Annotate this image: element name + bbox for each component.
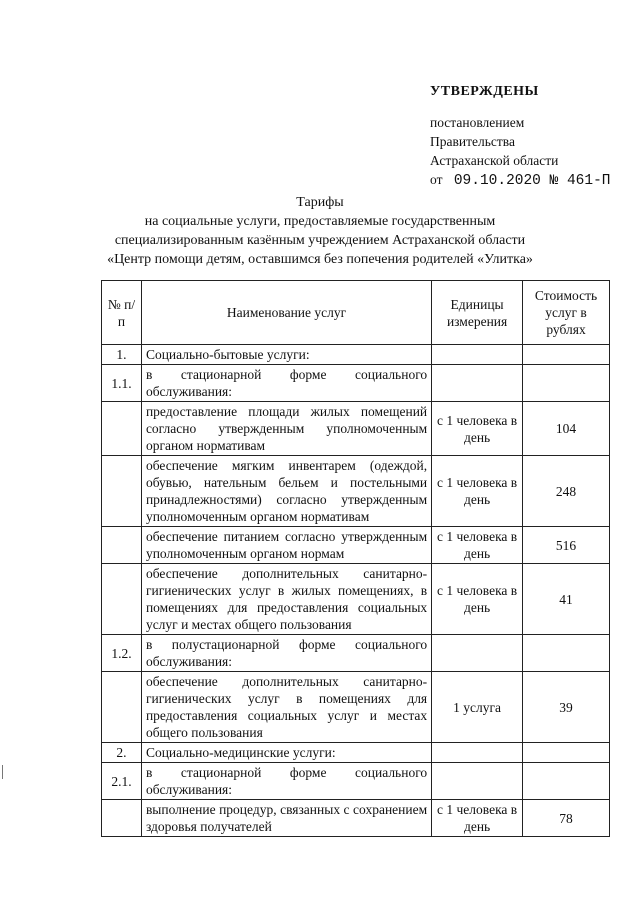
- row-unit: 1 услуга: [432, 672, 523, 743]
- row-num: 2.: [102, 743, 142, 763]
- approval-date-stamp: 09.10.2020 № 461-П: [453, 173, 611, 189]
- row-cost: [523, 345, 610, 365]
- row-name: предоставление площади жилых помещений согласно утвержденным уполномоченным органом нормативам: [141, 402, 431, 456]
- table-row: [102, 345, 610, 365]
- approval-header: УТВЕРЖДЕНЫ: [430, 84, 539, 99]
- header-name: Наименование услуг: [141, 281, 431, 345]
- table-row: [102, 527, 610, 564]
- row-name: обеспечение дополнительных санитарно-гигиенических услуг в жилых помещениях, в помещениях для предоставления социальных услуг и местах общего пользования: [141, 564, 431, 635]
- row-name: выполнение процедур, связанных с сохранением здоровья получателей: [141, 800, 431, 837]
- approval-line-2: Правительства: [430, 134, 515, 149]
- document-title: [0, 193, 640, 269]
- table-row: [102, 763, 610, 800]
- approval-date-prefix: от: [430, 172, 443, 187]
- row-unit: с 1 человека в день: [432, 800, 523, 837]
- row-num: 1.2.: [102, 635, 142, 672]
- row-unit: с 1 человека в день: [432, 456, 523, 527]
- row-num: 1.: [102, 345, 142, 365]
- scan-artifact: [2, 765, 3, 779]
- header-cost: Стоимость услуг в рублях: [523, 281, 610, 345]
- tariffs-table: [101, 280, 610, 837]
- title-line-4: «Центр помощи детям, оставшимся без попечения родителей «Улитка»: [107, 252, 533, 267]
- approval-block: [430, 82, 611, 191]
- row-num: [102, 402, 142, 456]
- row-cost: 516: [523, 527, 610, 564]
- row-name: в стационарной форме социального обслуживания:: [141, 365, 431, 402]
- approval-line-3: Астраханской области: [430, 153, 559, 168]
- row-num: [102, 800, 142, 837]
- row-unit: [432, 635, 523, 672]
- row-name: Социально-медицинские услуги:: [141, 743, 431, 763]
- row-cost: [523, 763, 610, 800]
- row-unit: с 1 человека в день: [432, 564, 523, 635]
- row-unit: [432, 365, 523, 402]
- row-unit: [432, 743, 523, 763]
- row-num: 2.1.: [102, 763, 142, 800]
- table-row: [102, 800, 610, 837]
- row-name: в стационарной форме социального обслуживания:: [141, 763, 431, 800]
- header-unit: Единицы измерения: [432, 281, 523, 345]
- table-header-row: [102, 281, 610, 345]
- row-cost: [523, 743, 610, 763]
- table-row: [102, 743, 610, 763]
- row-num: [102, 564, 142, 635]
- row-num: [102, 456, 142, 527]
- row-name: Социально-бытовые услуги:: [141, 345, 431, 365]
- row-cost: 248: [523, 456, 610, 527]
- row-unit: с 1 человека в день: [432, 527, 523, 564]
- row-name: обеспечение мягким инвентарем (одеждой, обувью, нательным бельем и постельными принадлежностями) согласно утвержденным уполномоченным органом нормативам: [141, 456, 431, 527]
- approval-date-row: [430, 170, 611, 191]
- title-line-2: на социальные услуги, предоставляемые государственным: [144, 214, 496, 229]
- row-cost: [523, 365, 610, 402]
- row-name: обеспечение дополнительных санитарно-гигиенических услуг в помещениях для предоставления социальных услуг и местах общего пользования: [141, 672, 431, 743]
- table-row: [102, 456, 610, 527]
- row-cost: [523, 635, 610, 672]
- row-name: в полустационарной форме социального обслуживания:: [141, 635, 431, 672]
- title-line-3: специализированным казённым учреждением Астраханской области: [114, 233, 526, 248]
- title-line-1: Тарифы: [296, 195, 344, 210]
- row-cost: 104: [523, 402, 610, 456]
- table-row: [102, 402, 610, 456]
- row-unit: [432, 763, 523, 800]
- row-unit: [432, 345, 523, 365]
- row-num: [102, 672, 142, 743]
- table-row: [102, 365, 610, 402]
- row-num: [102, 527, 142, 564]
- row-cost: 39: [523, 672, 610, 743]
- table-row: [102, 635, 610, 672]
- row-unit: с 1 человека в день: [432, 402, 523, 456]
- header-num: № п/п: [102, 281, 142, 345]
- row-num: 1.1.: [102, 365, 142, 402]
- approval-line-1: постановлением: [430, 115, 525, 130]
- row-cost: 41: [523, 564, 610, 635]
- row-name: обеспечение питанием согласно утвержденным уполномоченным органом нормам: [141, 527, 431, 564]
- table-row: [102, 672, 610, 743]
- table-row: [102, 564, 610, 635]
- row-cost: 78: [523, 800, 610, 837]
